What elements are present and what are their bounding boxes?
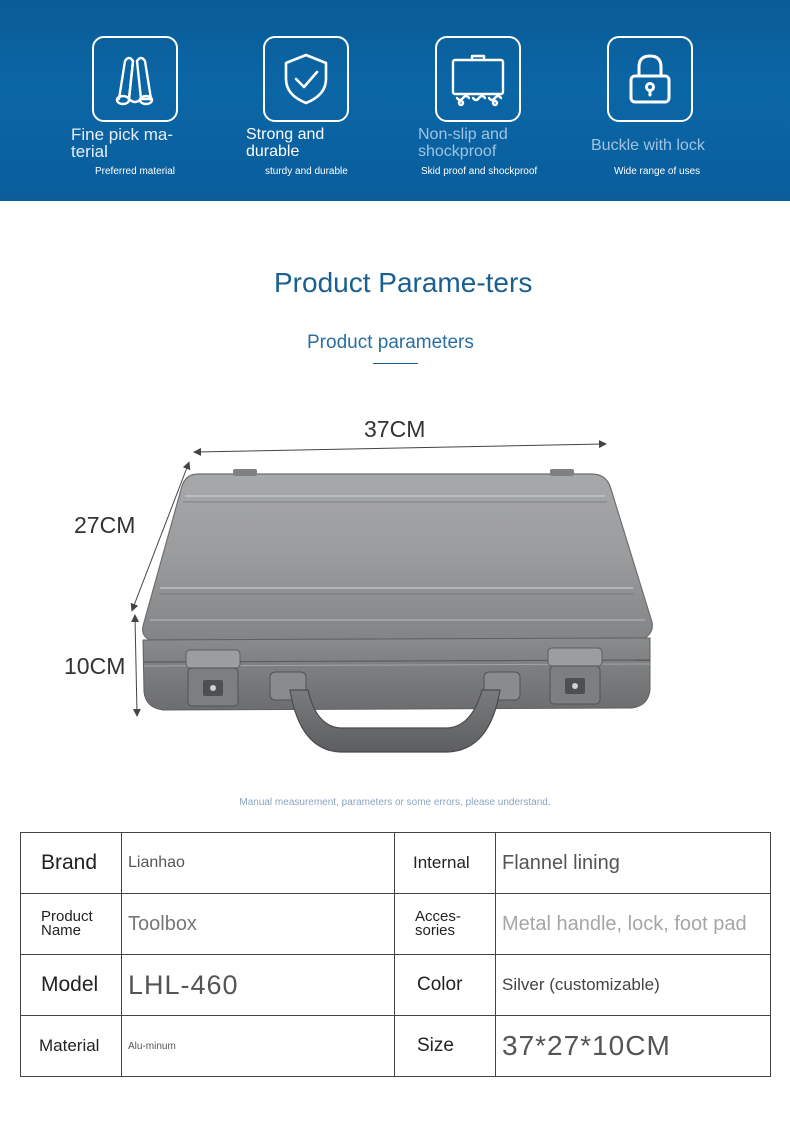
- feature-title: Fine pick ma-terial: [71, 125, 174, 161]
- case-shockproof-icon: [435, 36, 521, 122]
- features-banner: [0, 0, 790, 201]
- feature-title: Buckle with lock: [591, 137, 705, 154]
- height-dimension-label: 10CM: [64, 653, 126, 679]
- spec-label: Color: [395, 955, 496, 1016]
- spec-value: Lianhao: [122, 833, 395, 894]
- rollers-icon: [92, 36, 178, 122]
- table-row: [21, 955, 771, 1016]
- width-dimension-line: [197, 444, 603, 452]
- page-subtitle: Product parameters: [307, 332, 474, 353]
- spec-label: Material: [21, 1016, 122, 1077]
- spec-value: LHL-460: [122, 955, 395, 1016]
- height-dimension-line: [135, 618, 137, 713]
- measurement-note: Manual measurement, parameters or some errors, please understand.: [239, 797, 551, 808]
- product-image: [0, 440, 790, 770]
- shield-check-icon: [263, 36, 349, 122]
- spec-label: Size: [395, 1016, 496, 1077]
- spec-value: Flannel lining: [496, 833, 771, 894]
- feature-title: Non-slip and shockproof: [418, 126, 508, 160]
- table-row: [21, 894, 771, 955]
- table-row: [21, 1016, 771, 1077]
- spec-label: Internal: [395, 833, 496, 894]
- width-dimension-label: 37CM: [364, 416, 426, 442]
- spec-value: 37*27*10CM: [496, 1016, 771, 1077]
- spec-value: Alu-minum: [122, 1016, 395, 1077]
- spec-label: Acces-sories: [395, 894, 496, 955]
- spec-value: Silver (customizable): [496, 955, 771, 1016]
- left-latch: [186, 650, 240, 706]
- title-divider: [373, 363, 418, 364]
- feature-subtitle: Wide range of uses: [614, 166, 701, 177]
- spec-label: Model: [21, 955, 122, 1016]
- table-row: [21, 833, 771, 894]
- spec-value: Metal handle, lock, foot pad: [496, 894, 771, 955]
- padlock-icon: [607, 36, 693, 122]
- feature-subtitle: Preferred material: [95, 166, 176, 177]
- spec-value: Toolbox: [122, 894, 395, 955]
- feature-subtitle: sturdy and durable: [265, 166, 348, 177]
- feature-subtitle: Skid proof and shockproof: [421, 166, 538, 177]
- spec-label: Product Name: [21, 894, 122, 955]
- page-title: Product Parame-ters: [274, 267, 533, 298]
- spec-table: [20, 832, 771, 1077]
- depth-dimension-label: 27CM: [74, 512, 136, 538]
- spec-label: Brand: [21, 833, 122, 894]
- right-latch: [548, 648, 602, 704]
- feature-title: Strong and durable: [246, 126, 325, 160]
